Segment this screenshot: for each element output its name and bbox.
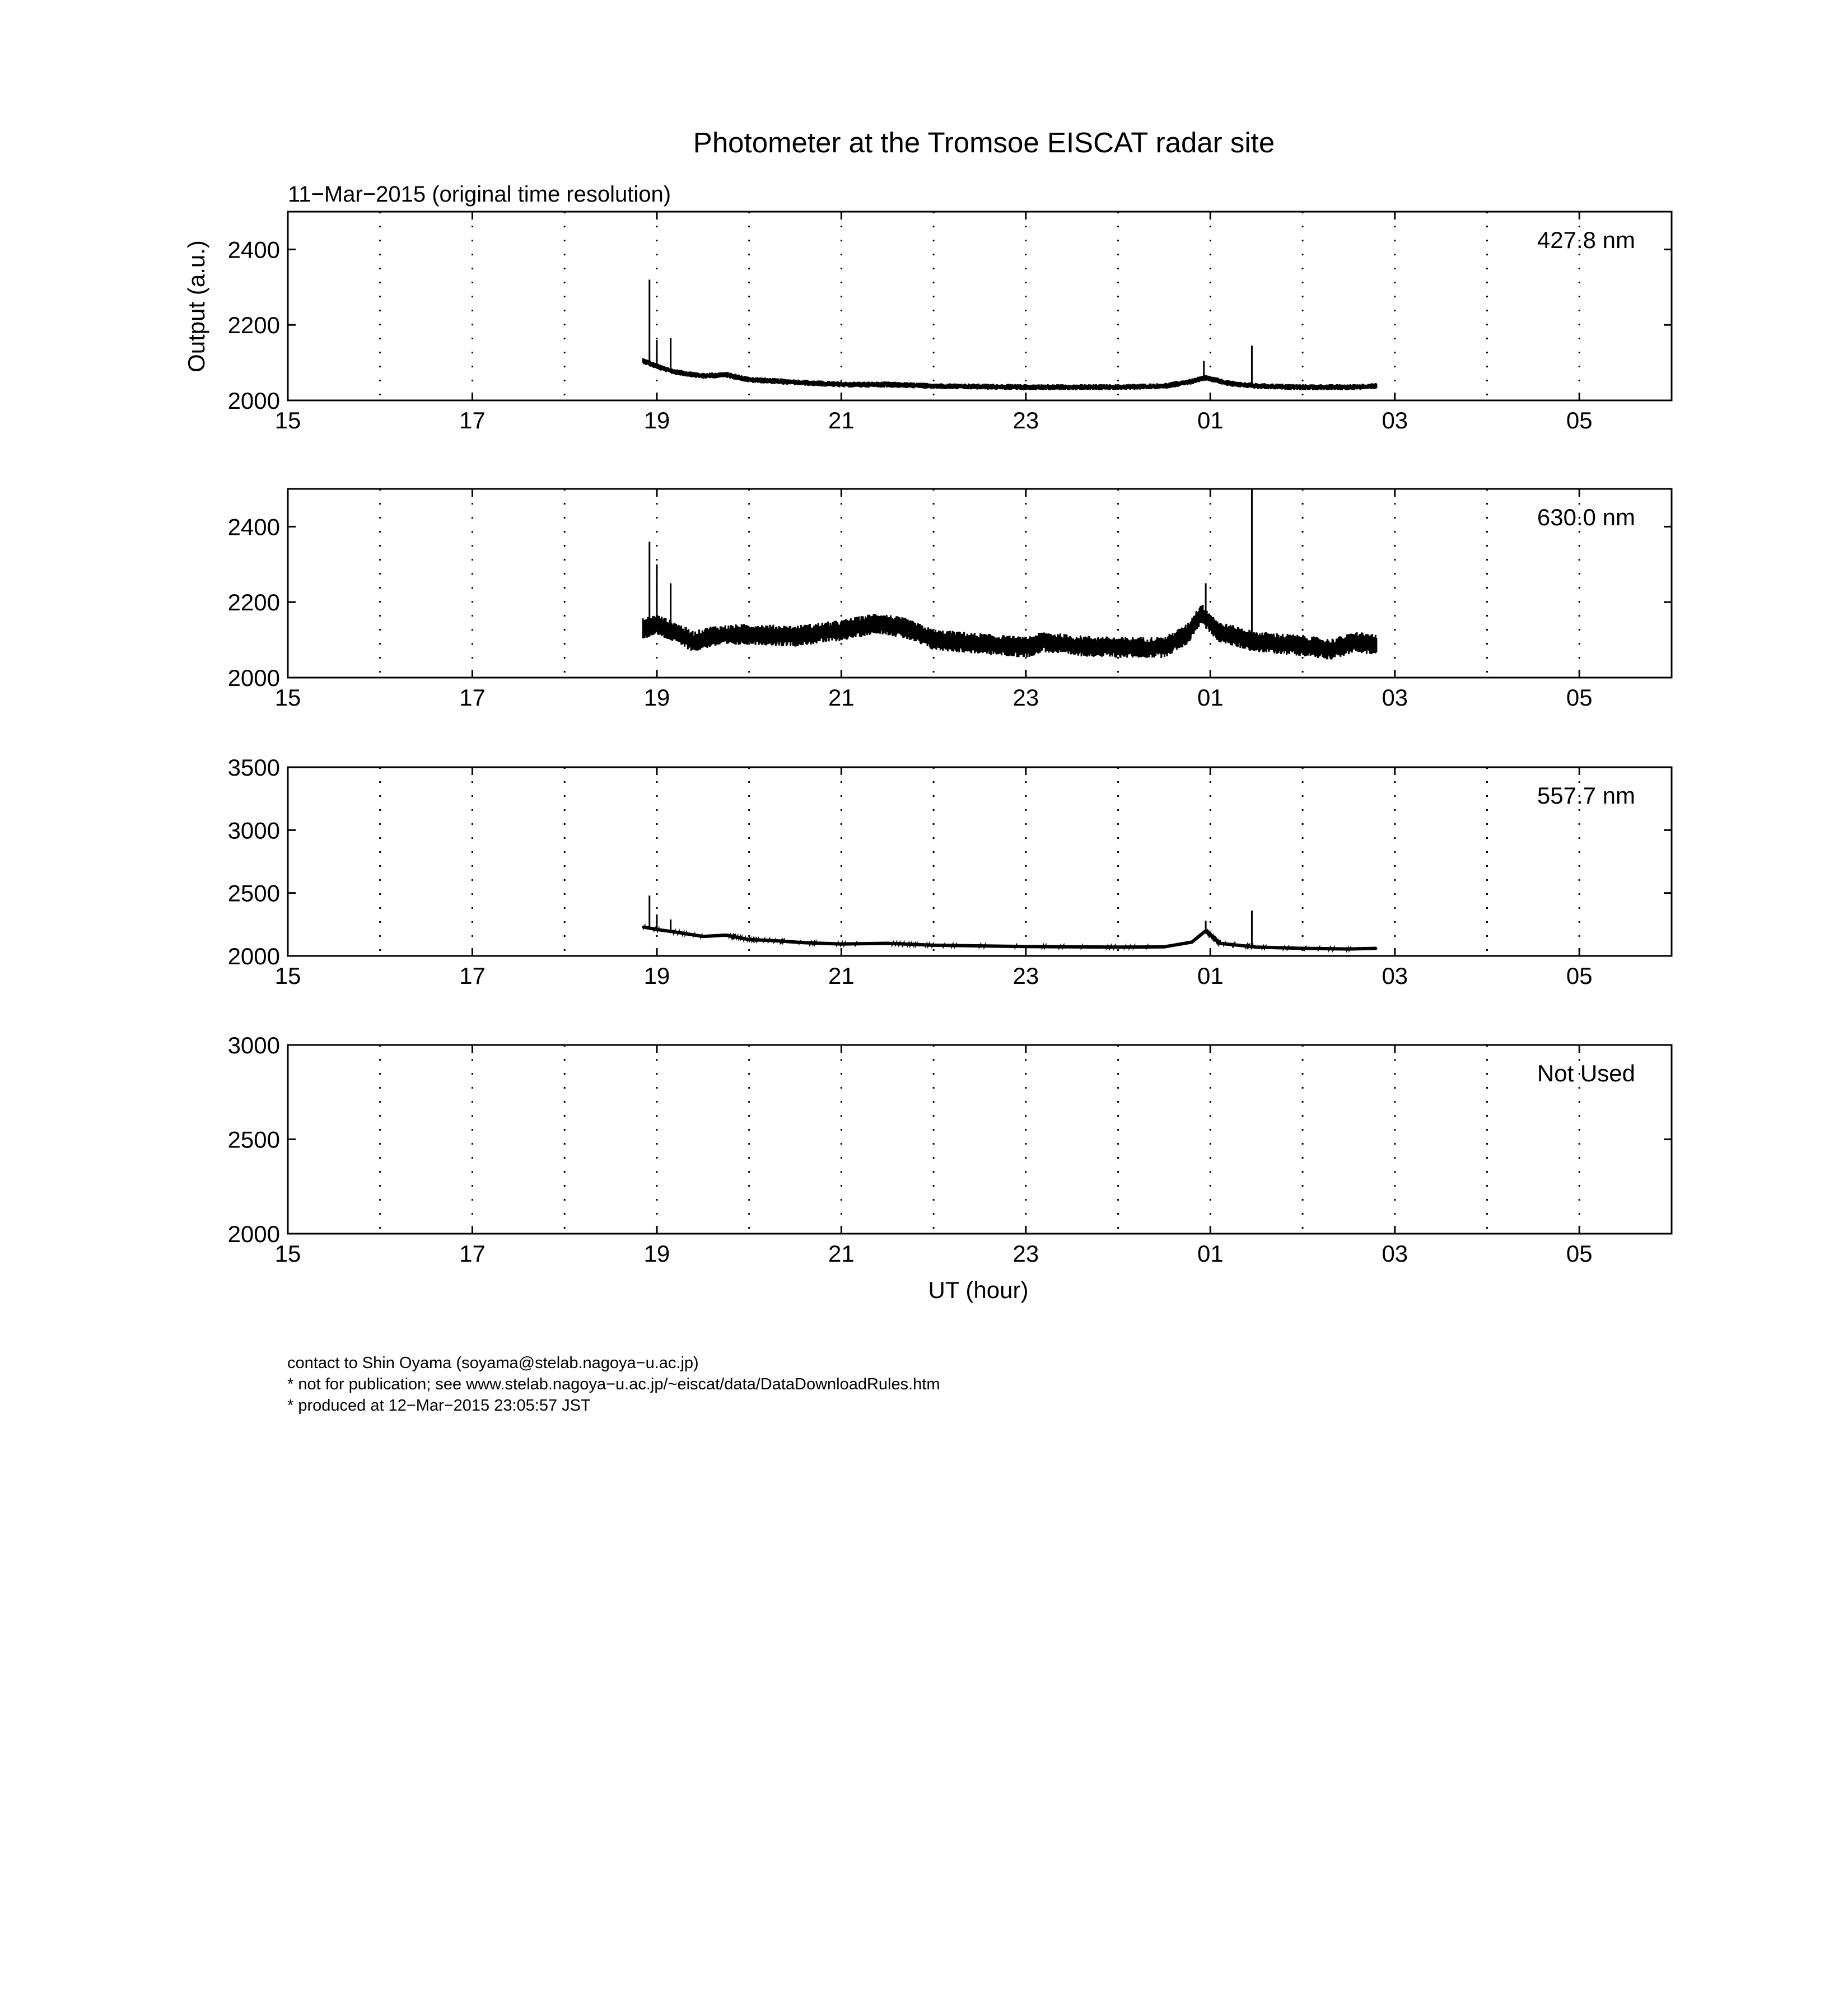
x-tick-label: 19 bbox=[643, 1240, 670, 1267]
x-tick-label: 01 bbox=[1197, 684, 1224, 711]
axes-frame bbox=[288, 1045, 1672, 1234]
panel-wavelength-label: 427.8 nm bbox=[1537, 227, 1635, 253]
panel-wavelength-label: 557.7 nm bbox=[1537, 782, 1635, 809]
x-tick-label: 21 bbox=[828, 1240, 855, 1267]
y-tick-label: 3000 bbox=[227, 1032, 280, 1058]
x-tick-label: 19 bbox=[643, 963, 670, 989]
x-tick-label: 05 bbox=[1566, 407, 1593, 433]
figure-title: Photometer at the Tromsoe EISCAT radar site bbox=[693, 127, 1275, 158]
y-tick-label: 2500 bbox=[227, 880, 280, 907]
x-tick-label: 17 bbox=[459, 1240, 486, 1267]
y-axis-label: Output (a.u.) bbox=[183, 240, 209, 372]
y-tick-label: 2400 bbox=[227, 514, 280, 540]
panel-2 bbox=[228, 489, 1672, 711]
footer-produced-at: * produced at 12−Mar−2015 23:05:57 JST bbox=[287, 1397, 591, 1415]
series-line bbox=[643, 361, 1376, 387]
x-tick-label: 05 bbox=[1566, 1240, 1593, 1267]
figure-subtitle: 11−Mar−2015 (original time resolution) bbox=[288, 182, 671, 207]
x-tick-label: 03 bbox=[1382, 407, 1408, 433]
y-tick-label: 3000 bbox=[227, 817, 280, 844]
x-tick-label: 19 bbox=[643, 407, 670, 433]
panel-1 bbox=[228, 212, 1672, 433]
x-tick-label: 15 bbox=[274, 684, 301, 711]
x-tick-label: 17 bbox=[459, 963, 486, 989]
y-tick-label: 2200 bbox=[227, 589, 280, 616]
x-tick-label: 15 bbox=[274, 407, 301, 433]
x-tick-label: 05 bbox=[1566, 963, 1593, 989]
y-tick-label: 2500 bbox=[227, 1126, 280, 1153]
x-tick-label: 23 bbox=[1012, 963, 1039, 989]
footer-publication-note: * not for publication; see www.stelab.nagoya−u.ac.jp/~eiscat/data/DataDownloadRules.htm bbox=[287, 1375, 940, 1393]
x-tick-label: 21 bbox=[828, 963, 855, 989]
x-tick-label: 17 bbox=[459, 407, 486, 433]
x-axis-label: UT (hour) bbox=[928, 1277, 1029, 1303]
x-tick-label: 19 bbox=[643, 684, 670, 711]
x-tick-label: 03 bbox=[1382, 684, 1408, 711]
y-tick-label: 3500 bbox=[227, 754, 280, 781]
x-tick-label: 21 bbox=[828, 407, 855, 433]
x-tick-label: 01 bbox=[1197, 1240, 1224, 1267]
x-tick-label: 01 bbox=[1197, 963, 1224, 989]
x-tick-label: 15 bbox=[274, 1240, 301, 1267]
x-tick-label: 23 bbox=[1012, 1240, 1039, 1267]
x-tick-label: 23 bbox=[1012, 407, 1039, 433]
panels-group bbox=[228, 212, 1672, 1267]
x-tick-label: 03 bbox=[1382, 1240, 1408, 1267]
x-tick-label: 03 bbox=[1382, 963, 1408, 989]
panel-4 bbox=[228, 1032, 1672, 1267]
y-tick-label: 2400 bbox=[227, 236, 280, 263]
x-tick-label: 15 bbox=[274, 963, 301, 989]
x-tick-label: 17 bbox=[459, 684, 486, 711]
panel-3 bbox=[228, 754, 1672, 989]
x-tick-label: 05 bbox=[1566, 684, 1593, 711]
x-tick-label: 21 bbox=[828, 684, 855, 711]
footer-contact: contact to Shin Oyama (soyama@stelab.nagoya−u.ac.jp) bbox=[287, 1354, 699, 1372]
axes-frame bbox=[288, 767, 1672, 956]
series-trace bbox=[643, 605, 1376, 660]
x-tick-label: 23 bbox=[1012, 684, 1039, 711]
y-tick-label: 2000 bbox=[227, 943, 280, 969]
panel-wavelength-label: 630.0 nm bbox=[1537, 504, 1635, 530]
y-tick-label: 2000 bbox=[227, 388, 280, 414]
panel-wavelength-label: Not Used bbox=[1537, 1060, 1635, 1086]
y-tick-label: 2200 bbox=[227, 312, 280, 339]
y-tick-label: 2000 bbox=[227, 1221, 280, 1247]
x-tick-label: 01 bbox=[1197, 407, 1224, 433]
axes-frame bbox=[288, 212, 1672, 400]
y-tick-label: 2000 bbox=[227, 665, 280, 691]
